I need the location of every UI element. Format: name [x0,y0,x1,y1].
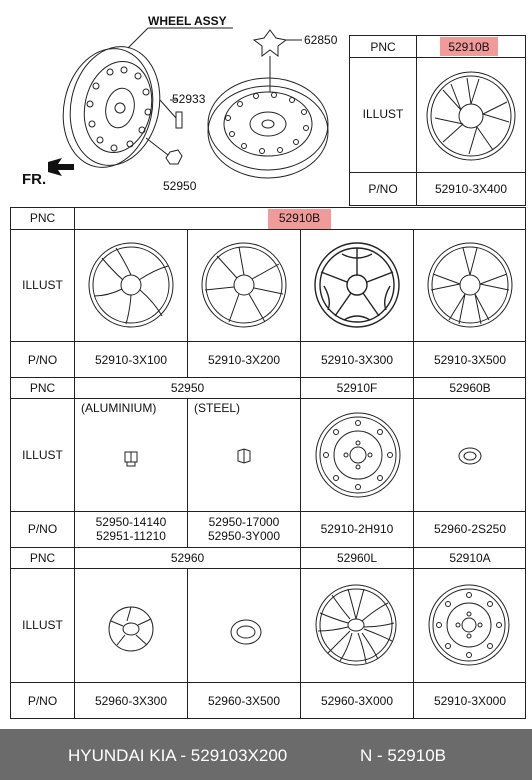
section2-pnc-c: 52960B [449,381,491,395]
section3-pnc-a: 52960 [170,551,205,565]
steel-wheel-illustration-3x000 [427,583,511,667]
top-illust-label: ILLUST [362,107,404,121]
section3-pno-label: P/NO [27,694,58,708]
section3-pno-2: 52960-3X500 [207,694,281,708]
section1-pno-4: 52910-3X500 [433,353,507,367]
section2-col1-pno2: 52951-11210 [96,529,166,543]
section2-col1-pno1: 52950-14140 [95,515,167,529]
section1-illust-label: ILLUST [22,278,63,292]
hub-cap-illustration-3x500 [229,617,263,647]
callout-52933: 52933 [172,92,206,106]
section3-pno-1: 52960-3X300 [94,694,168,708]
section1-pno-label: P/NO [27,353,58,367]
section1-pno-1: 52910-3X100 [94,353,168,367]
wheel-illustration-3x300 [312,240,402,330]
section2-col2-pno2: 52950-3Y000 [207,529,281,543]
section2-illust-label: ILLUST [22,448,63,462]
assembly-title: WHEEL ASSY [148,14,227,28]
section3-pno-3: 52960-3X000 [320,694,394,708]
section1-pnc-label: PNC [29,211,56,225]
section2-pnc-label: PNC [29,381,56,395]
top-pno-label: P/NO [368,182,398,196]
footer-bar [0,729,532,780]
section2-col2-title: (STEEL) [194,401,241,415]
section2-pno-label: P/NO [27,522,58,536]
wheel-illustration-3x200 [199,240,289,330]
wheel-cover-illustration-3x000 [314,583,398,667]
section3-pno-4: 52910-3X000 [433,694,507,708]
section2-pno3: 52910-2H910 [320,522,394,536]
lug-nut-aluminium-illustration [121,449,141,469]
callout-52950: 52950 [163,179,197,193]
section2-pnc-a: 52950 [170,381,205,395]
callout-62850: 62850 [304,33,338,47]
top-pnc-value: 52910B [448,40,490,54]
footer-pnc-code: N - 52910B [360,746,446,765]
section1-pno-2: 52910-3X200 [207,353,281,367]
steel-wheel-illustration-2h910 [313,410,403,500]
wheel-illustration-3x100 [86,240,176,330]
top-pno-value: 52910-3X400 [434,182,508,196]
section3-pnc-label: PNC [29,551,56,565]
section2-col1-title: (ALUMINIUM) [81,401,157,415]
section3-pnc-b: 52960L [336,551,378,565]
section1-pnc-value: 52910B [278,211,321,225]
direction-label: FR. [22,171,47,188]
center-cap-illustration-2s250 [458,446,482,466]
top-pnc-label: PNC [370,40,396,54]
section2-pno4: 52960-2S250 [433,522,507,536]
lug-nut-steel-illustration [234,447,254,467]
section3-illust-label: ILLUST [22,618,63,632]
section1-pno-3: 52910-3X300 [320,353,394,367]
section3-pnc-c: 52910A [449,551,491,565]
wheel-illustration-3x500 [425,240,515,330]
section2-col2-pno1: 52950-17000 [208,515,280,529]
footer-part-number: HYUNDAI KIA - 529103X200 [68,746,288,765]
section2-pnc-b: 52910F [336,381,378,395]
hub-cap-illustration-3x300 [107,605,155,653]
